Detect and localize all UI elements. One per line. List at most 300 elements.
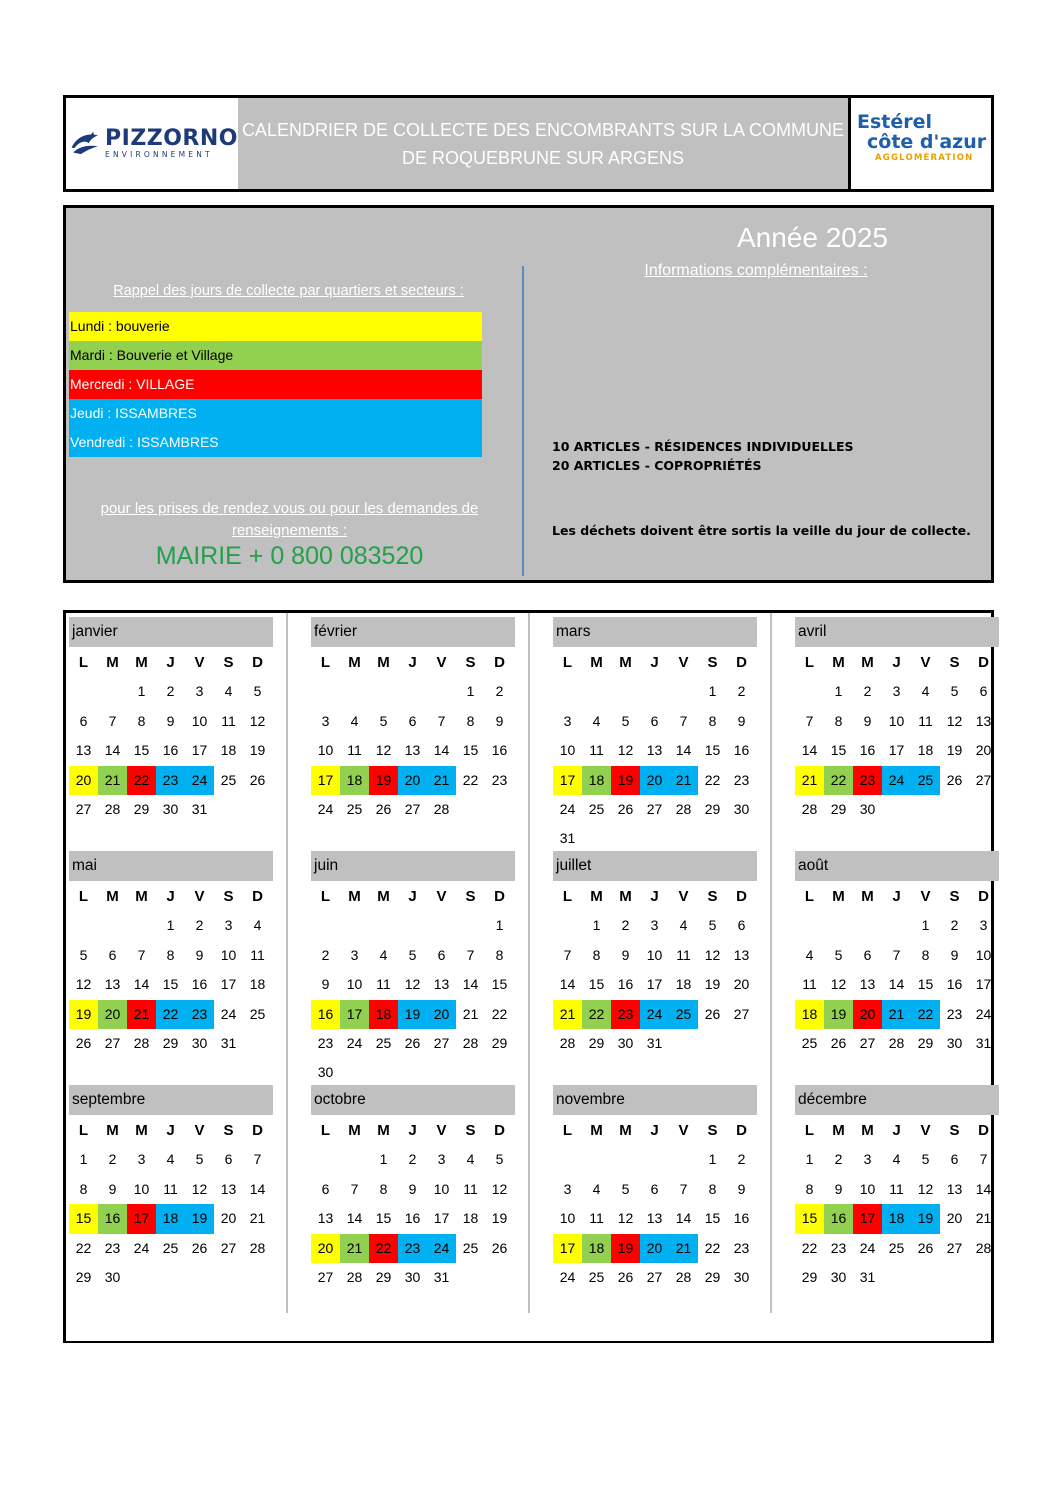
day-cell: 8 — [708, 1180, 717, 1197]
day-cell: 5 — [921, 1151, 930, 1168]
day-cell: 27 — [975, 771, 992, 788]
day-cell: 4 — [679, 917, 688, 934]
weekday-header: V — [920, 654, 931, 671]
weekday-header: M — [106, 654, 119, 671]
day-cell: 14 — [888, 976, 905, 993]
day-cell: 17 — [646, 976, 663, 993]
empty-cell — [669, 1145, 698, 1174]
day-cell: 20 — [220, 1210, 237, 1227]
waste-note: Les déchets doivent être sortis la veille du jour de collecte. — [552, 523, 971, 538]
day-cell: 29 — [704, 1268, 721, 1285]
day-cell: 25 — [249, 1005, 266, 1022]
day-cell: 18 — [462, 1210, 479, 1227]
day-cell: 10 — [433, 1180, 450, 1197]
day-cell: 18 — [220, 742, 237, 759]
day-cell: 2 — [950, 917, 959, 934]
day-cell: 6 — [950, 1151, 959, 1168]
weekday-header: D — [978, 1122, 989, 1139]
month-days-grid — [311, 1116, 514, 1292]
day-cell: 29 — [491, 1034, 508, 1051]
day-cell: 23 — [946, 1005, 963, 1022]
day-cell: 11 — [221, 712, 236, 729]
day-cell: 12 — [617, 742, 634, 759]
articles-individual: 10 ARTICLES - RÉSIDENCES INDIVIDUELLES — [552, 439, 854, 454]
weekday-header: M — [377, 888, 390, 905]
day-cell: 1 — [137, 683, 146, 700]
weekday-header: D — [978, 654, 989, 671]
weekday-header: M — [348, 888, 361, 905]
collection-day-cell: 20 — [69, 766, 98, 795]
day-cell: 26 — [191, 1239, 208, 1256]
collection-day-cell: 22 — [369, 1234, 398, 1263]
page-title — [238, 98, 848, 189]
day-cell: 30 — [946, 1034, 963, 1051]
month-days-grid — [311, 882, 514, 1088]
day-cell: 31 — [433, 1268, 450, 1285]
collection-day-cell: 17 — [553, 1234, 582, 1263]
month-column-divider — [528, 613, 530, 1313]
weekday-header: M — [590, 654, 603, 671]
collection-day-cell: 19 — [911, 1204, 940, 1233]
day-cell: 17 — [888, 742, 905, 759]
day-cell: 18 — [249, 976, 266, 993]
weekday-header: M — [377, 1122, 390, 1139]
day-cell: 25 — [888, 1239, 905, 1256]
day-cell: 7 — [466, 946, 475, 963]
day-cell: 28 — [675, 800, 692, 817]
empty-cell — [582, 677, 611, 706]
day-cell: 5 — [621, 712, 630, 729]
weekday-header: L — [78, 654, 89, 671]
day-cell: 3 — [437, 1151, 446, 1168]
weekday-header: S — [465, 654, 476, 671]
day-cell: 6 — [650, 1180, 659, 1197]
empty-cell — [427, 911, 456, 940]
day-cell: 10 — [346, 976, 363, 993]
day-cell: 28 — [346, 1268, 363, 1285]
weekday-header: M — [861, 888, 874, 905]
day-cell: 6 — [437, 946, 446, 963]
collection-day-cell: 24 — [185, 766, 214, 795]
empty-cell — [398, 677, 427, 706]
day-cell: 7 — [350, 1180, 359, 1197]
weekday-header: V — [678, 1122, 689, 1139]
day-cell: 1 — [708, 683, 717, 700]
collection-day-cell: 21 — [127, 1000, 156, 1029]
month-days-grid — [311, 648, 514, 824]
day-cell: 2 — [834, 1151, 843, 1168]
weekday-header: M — [619, 654, 632, 671]
day-cell: 23 — [733, 1239, 750, 1256]
day-cell: 3 — [224, 917, 233, 934]
weekday-header: S — [465, 1122, 476, 1139]
day-cell: 26 — [375, 800, 392, 817]
year-title: Année 2025 — [736, 222, 888, 253]
day-cell: 23 — [491, 771, 508, 788]
weekday-header: V — [194, 888, 205, 905]
collection-day-cell: 21 — [340, 1234, 369, 1263]
day-cell: 14 — [801, 742, 818, 759]
day-cell: 3 — [563, 712, 572, 729]
day-cell: 16 — [733, 1210, 750, 1227]
empty-cell — [340, 677, 369, 706]
day-cell: 9 — [950, 946, 959, 963]
weekday-header: D — [494, 888, 505, 905]
day-cell: 21 — [975, 1210, 992, 1227]
day-cell: 13 — [646, 1210, 663, 1227]
collection-day-cell: 16 — [311, 1000, 340, 1029]
month-days-grid — [795, 1116, 998, 1292]
month-name: mars — [553, 617, 757, 647]
day-cell: 22 — [75, 1239, 92, 1256]
reminder-title: Rappel des jours de collecte par quartiers et secteurs : — [113, 283, 464, 299]
day-cell: 10 — [191, 712, 208, 729]
esterel-logo-line-2: côte d'azur — [867, 131, 987, 153]
weekday-header: S — [949, 888, 960, 905]
weekday-header: L — [78, 1122, 89, 1139]
day-cell: 21 — [462, 1005, 479, 1022]
day-cell: 15 — [588, 976, 605, 993]
weekday-header: M — [590, 1122, 603, 1139]
pizzorno-wordmark: PIZZORNO — [105, 126, 238, 151]
empty-cell — [582, 1145, 611, 1174]
day-cell: 26 — [249, 771, 266, 788]
collection-day-cell: 23 — [156, 766, 185, 795]
month-days-grid — [553, 882, 756, 1058]
day-cell: 4 — [466, 1151, 475, 1168]
day-cell: 7 — [892, 946, 901, 963]
day-cell: 5 — [408, 946, 417, 963]
collection-day-cell: 21 — [795, 766, 824, 795]
day-cell: 30 — [859, 800, 876, 817]
collection-day-cell: 21 — [882, 1000, 911, 1029]
collection-day-cell: 23 — [611, 1000, 640, 1029]
day-cell: 12 — [491, 1180, 508, 1197]
collection-band-lundi — [69, 312, 482, 341]
day-cell: 11 — [589, 1210, 604, 1227]
day-cell: 29 — [917, 1034, 934, 1051]
weekday-header: L — [320, 1122, 331, 1139]
day-cell: 27 — [946, 1239, 963, 1256]
weekday-header: L — [78, 888, 89, 905]
day-cell: 26 — [617, 1268, 634, 1285]
day-cell: 30 — [104, 1268, 121, 1285]
day-cell: 11 — [463, 1180, 478, 1197]
empty-cell — [311, 1145, 340, 1174]
collection-band-mardi — [69, 341, 482, 370]
empty-cell — [640, 677, 669, 706]
day-cell: 15 — [917, 976, 934, 993]
collection-day-cell: 19 — [611, 1234, 640, 1263]
day-cell: 26 — [75, 1034, 92, 1051]
day-cell: 2 — [737, 683, 746, 700]
empty-cell — [369, 911, 398, 940]
day-cell: 9 — [495, 712, 504, 729]
day-cell: 9 — [195, 946, 204, 963]
day-cell: 18 — [675, 976, 692, 993]
empty-cell — [340, 911, 369, 940]
day-cell: 21 — [249, 1210, 266, 1227]
day-cell: 8 — [708, 712, 717, 729]
day-cell: 8 — [921, 946, 930, 963]
collection-day-cell: 15 — [795, 1204, 824, 1233]
day-cell: 8 — [466, 712, 475, 729]
day-cell: 19 — [946, 742, 963, 759]
weekday-header: J — [408, 1122, 417, 1139]
day-cell: 28 — [249, 1239, 266, 1256]
collection-day-cell: 19 — [611, 766, 640, 795]
weekday-header: D — [252, 654, 263, 671]
month-name: novembre — [553, 1085, 757, 1115]
day-cell: 15 — [375, 1210, 392, 1227]
weekday-header: M — [861, 654, 874, 671]
day-cell: 14 — [675, 1210, 692, 1227]
weekday-header: V — [194, 654, 205, 671]
day-cell: 24 — [559, 1268, 576, 1285]
day-cell: 16 — [617, 976, 634, 993]
collection-day-cell: 18 — [795, 1000, 824, 1029]
day-cell: 1 — [834, 683, 843, 700]
collection-day-cell: 21 — [427, 766, 456, 795]
day-cell: 31 — [191, 800, 208, 817]
day-cell: 1 — [708, 1151, 717, 1168]
day-cell: 4 — [592, 712, 601, 729]
calendar-grid — [63, 610, 994, 1343]
day-cell: 2 — [495, 683, 504, 700]
collection-day-cell: 23 — [398, 1234, 427, 1263]
day-cell: 1 — [495, 917, 504, 934]
title-line-2: DE ROQUEBRUNE SUR ARGENS — [401, 147, 685, 168]
day-cell: 6 — [79, 712, 88, 729]
weekday-header: L — [320, 654, 331, 671]
month-days-grid — [69, 1116, 272, 1292]
day-cell: 9 — [321, 976, 330, 993]
empty-cell — [311, 911, 340, 940]
empty-cell — [853, 911, 882, 940]
mairie-phone: MAIRIE + 0 800 083520 — [155, 542, 424, 570]
header-banner — [63, 95, 994, 192]
day-cell: 16 — [733, 742, 750, 759]
day-cell: 7 — [137, 946, 146, 963]
day-cell: 2 — [321, 946, 330, 963]
day-cell: 22 — [704, 1239, 721, 1256]
collection-day-cell: 24 — [640, 1000, 669, 1029]
weekday-header: L — [804, 1122, 815, 1139]
weekday-header: S — [949, 1122, 960, 1139]
day-cell: 8 — [805, 1180, 814, 1197]
month-name: mai — [69, 851, 273, 881]
day-cell: 24 — [346, 1034, 363, 1051]
collection-day-cell: 18 — [882, 1204, 911, 1233]
day-cell: 7 — [979, 1151, 988, 1168]
weekday-header: M — [135, 1122, 148, 1139]
month-name: septembre — [69, 1085, 273, 1115]
month-name: avril — [795, 617, 999, 647]
day-cell: 24 — [317, 800, 334, 817]
day-cell: 29 — [75, 1268, 92, 1285]
weekday-header: L — [804, 888, 815, 905]
weekday-header: M — [135, 654, 148, 671]
empty-cell — [611, 1145, 640, 1174]
day-cell: 23 — [104, 1239, 121, 1256]
day-cell: 12 — [404, 976, 421, 993]
weekday-header: J — [892, 888, 901, 905]
month-name: août — [795, 851, 999, 881]
day-cell: 25 — [588, 800, 605, 817]
day-cell: 13 — [75, 742, 92, 759]
collection-day-cell: 20 — [98, 1000, 127, 1029]
collection-day-cell: 25 — [911, 766, 940, 795]
weekday-header: L — [562, 1122, 573, 1139]
day-cell: 27 — [317, 1268, 334, 1285]
day-cell: 6 — [108, 946, 117, 963]
collection-day-cell: 19 — [369, 766, 398, 795]
day-cell: 11 — [676, 946, 691, 963]
day-cell: 12 — [830, 976, 847, 993]
weekday-header: D — [736, 1122, 747, 1139]
day-cell: 30 — [162, 800, 179, 817]
collection-day-cell: 18 — [582, 766, 611, 795]
day-cell: 9 — [166, 712, 175, 729]
day-cell: 2 — [195, 917, 204, 934]
collection-band-label: Mardi : Bouverie et Village — [70, 347, 234, 363]
day-cell: 20 — [975, 742, 992, 759]
day-cell: 27 — [75, 800, 92, 817]
esterel-logo-line-3: AGGLOMÉRATION — [875, 153, 974, 163]
day-cell: 13 — [646, 742, 663, 759]
month-name: juin — [311, 851, 515, 881]
collection-day-cell: 22 — [824, 766, 853, 795]
empty-cell — [340, 1145, 369, 1174]
empty-cell — [398, 911, 427, 940]
weekday-header: S — [707, 654, 718, 671]
day-cell: 8 — [79, 1180, 88, 1197]
articles-copro: 20 ARTICLES - COPROPRIÉTÉS — [552, 458, 762, 473]
day-cell: 15 — [704, 1210, 721, 1227]
month-name: décembre — [795, 1085, 999, 1115]
day-cell: 11 — [889, 1180, 904, 1197]
day-cell: 7 — [108, 712, 117, 729]
weekday-header: S — [707, 888, 718, 905]
collection-band-label: Jeudi : ISSAMBRES — [70, 405, 197, 421]
day-cell: 10 — [220, 946, 237, 963]
day-cell: 2 — [737, 1151, 746, 1168]
day-cell: 22 — [704, 771, 721, 788]
day-cell: 1 — [805, 1151, 814, 1168]
weekday-header: L — [562, 654, 573, 671]
empty-cell — [611, 677, 640, 706]
day-cell: 24 — [220, 1005, 237, 1022]
day-cell: 13 — [104, 976, 121, 993]
day-cell: 12 — [75, 976, 92, 993]
day-cell: 22 — [462, 771, 479, 788]
weekday-header: S — [223, 888, 234, 905]
day-cell: 5 — [950, 683, 959, 700]
empty-cell — [127, 911, 156, 940]
day-cell: 13 — [859, 976, 876, 993]
day-cell: 10 — [559, 1210, 576, 1227]
weekday-header: J — [892, 1122, 901, 1139]
day-cell: 22 — [491, 1005, 508, 1022]
day-cell: 29 — [830, 800, 847, 817]
collection-day-cell: 23 — [853, 766, 882, 795]
weekday-header: S — [465, 888, 476, 905]
weekday-header: L — [804, 654, 815, 671]
day-cell: 31 — [859, 1268, 876, 1285]
collection-day-cell: 20 — [398, 766, 427, 795]
day-cell: 29 — [133, 800, 150, 817]
day-cell: 20 — [946, 1210, 963, 1227]
weekday-header: S — [223, 1122, 234, 1139]
day-cell: 30 — [317, 1064, 334, 1081]
day-cell: 3 — [563, 1180, 572, 1197]
weekday-header: M — [590, 888, 603, 905]
day-cell: 13 — [404, 742, 421, 759]
weekday-header: J — [166, 654, 175, 671]
empty-cell — [69, 677, 98, 706]
weekday-header: V — [920, 888, 931, 905]
day-cell: 1 — [79, 1151, 88, 1168]
day-cell: 23 — [317, 1034, 334, 1051]
empty-cell — [882, 911, 911, 940]
complementary-info-title: Informations complémentaires : — [644, 262, 868, 279]
day-cell: 3 — [979, 917, 988, 934]
day-cell: 9 — [834, 1180, 843, 1197]
esterel-logo-line-1: Estérel — [857, 111, 933, 133]
day-cell: 13 — [946, 1180, 963, 1197]
day-cell: 12 — [946, 712, 963, 729]
weekday-header: D — [978, 888, 989, 905]
day-cell: 15 — [830, 742, 847, 759]
weekday-header: M — [861, 1122, 874, 1139]
day-cell: 26 — [704, 1005, 721, 1022]
day-cell: 26 — [946, 771, 963, 788]
day-cell: 6 — [321, 1180, 330, 1197]
collection-day-cell: 15 — [69, 1204, 98, 1233]
day-cell: 6 — [737, 917, 746, 934]
collection-day-cell: 19 — [824, 1000, 853, 1029]
day-cell: 12 — [249, 712, 266, 729]
weekday-header: M — [377, 654, 390, 671]
weekday-header: M — [619, 888, 632, 905]
day-cell: 27 — [404, 800, 421, 817]
day-cell: 3 — [321, 712, 330, 729]
month-days-grid — [795, 882, 998, 1058]
day-cell: 25 — [588, 1268, 605, 1285]
day-cell: 8 — [592, 946, 601, 963]
day-cell: 11 — [250, 946, 265, 963]
day-cell: 4 — [253, 917, 262, 934]
day-cell: 13 — [733, 946, 750, 963]
collection-day-cell: 17 — [127, 1204, 156, 1233]
day-cell: 2 — [166, 683, 175, 700]
day-cell: 29 — [704, 800, 721, 817]
day-cell: 15 — [491, 976, 508, 993]
collection-band-vendredi — [69, 428, 482, 457]
collection-day-cell: 19 — [69, 1000, 98, 1029]
day-cell: 14 — [975, 1180, 992, 1197]
day-cell: 10 — [646, 946, 663, 963]
weekday-header: L — [562, 888, 573, 905]
empty-cell — [553, 677, 582, 706]
day-cell: 26 — [917, 1239, 934, 1256]
collection-day-cell: 18 — [340, 766, 369, 795]
month-name: juillet — [553, 851, 757, 881]
weekday-header: M — [106, 888, 119, 905]
weekday-header: S — [223, 654, 234, 671]
panel-divider — [522, 266, 524, 576]
weekday-header: J — [408, 888, 417, 905]
